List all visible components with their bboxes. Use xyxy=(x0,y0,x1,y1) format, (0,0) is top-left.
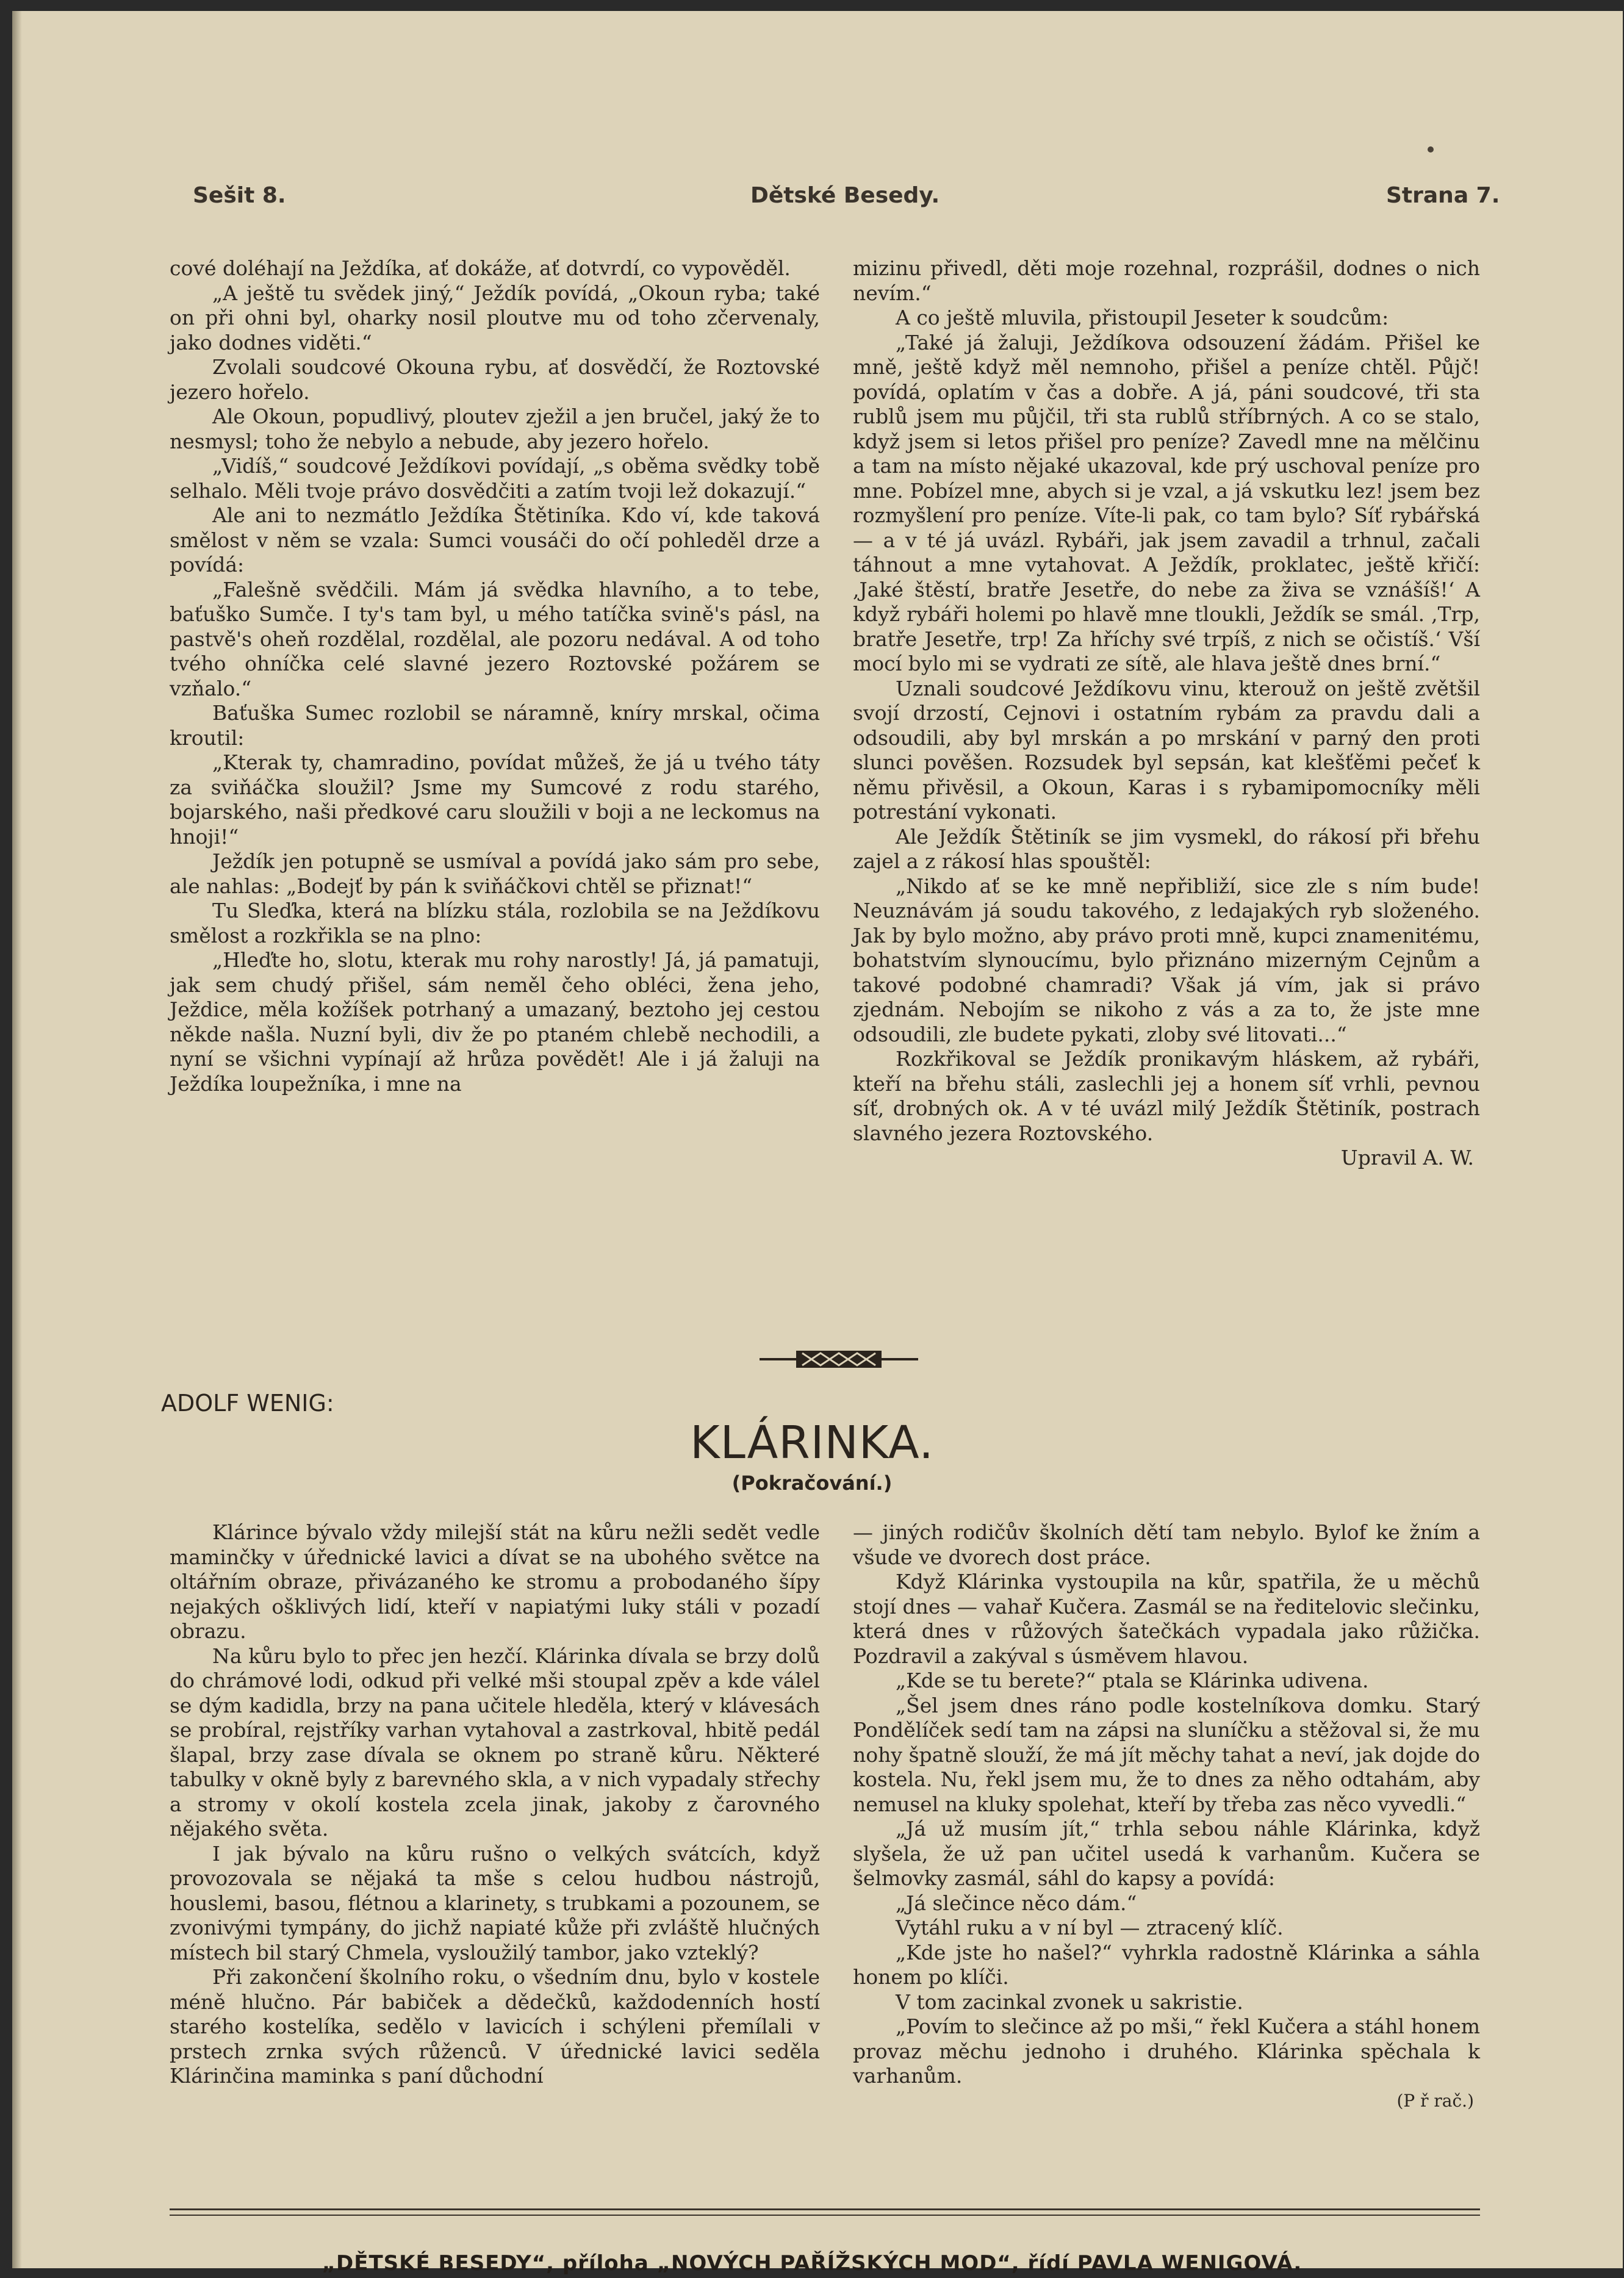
story1-paragraph: Ale ani to nezmátlo Ježdíka Štětiníka. Kdo ví, kde taková smělost v něm se vzala: Sumci vousáči do očí pohleděl drze a povídá: xyxy=(170,503,820,577)
story2-left-column xyxy=(170,1520,820,2089)
story1-paragraph: Ale Ježdík Štětiník se jim vysmekl, do rákosí při břehu zajel a z rákosí hlas spouštěl: xyxy=(853,824,1480,873)
ink-speck xyxy=(1428,146,1434,153)
story1-paragraph: „Nikdo ať se ke mně nepřibliží, sice zle s ním bude! Neuznávám já soudu takového, z ledajakých ryb složeného. Jak by bylo možno, aby právo proti mně, kupci znamenitému, bohatstvím slynoucímu, bylo přiznáno mizerným Cejnům a takové podobné chamradi? Však já vím, jak si právo zjednám. Nebojím se nikoho z vás a za to, že jste mne odsoudili, zle budete pykati, zloby své litovati...“ xyxy=(853,874,1480,1046)
story2-paragraph: Při zakončení školního roku, o všedním dnu, bylo v kostele méně hlučno. Pár babiček a dědečků, každodenních hostí starého kostelíka, sedělo v lavicích i schýleni přemílali v prstech zrnka svých růženců. V úřednické lavici seděla Klárinčina maminka s paní důchodní xyxy=(170,1965,820,2088)
footer-rule xyxy=(170,2208,1480,2210)
story2-paragraph: V tom zacinkal zvonek u sakristie. xyxy=(896,1989,1243,2014)
story1-paragraph: „Hleďte ho, slotu, kterak mu rohy narostly! Já, já pamatuji, jak sem chudý přišel, sám neměl čeho obléci, žena jeho, Ježdice, měla kožíšek potrhaný a umazaný, beztoho jej cestou někde našla. Nuzní byli, div že po ptaném chlebě nechodili, a nyní se všichni vypínají až hrůza povědět! Ale i já žaluji na Ježdíka loupežníka, i mne na xyxy=(170,948,820,1096)
story2-paragraph: — jiných rodičův školních dětí tam nebylo. Bylof ke žním a všude ve dvorech dost práce. xyxy=(853,1520,1480,1569)
story2-title: KLÁRINKA. xyxy=(690,1417,934,1469)
story2-author: ADOLF WENIG: xyxy=(161,1390,334,1417)
story2-paragraph: Když Klárinka vystoupila na kůr, spatřila, že u měchů stojí dnes — vahař Kučera. Zasmál se na ředitelovic slečinku, která dnes v růžových šatečkách vypadala jako růžička. Pozdravil a zakýval s úsměvem hlavou. xyxy=(853,1570,1480,1668)
story1-paragraph: „Kterak ty, chamradino, povídat můžeš, že já u tvého táty za sviňáčka sloužil? Jsme my Sumcové z rodu starého, bojarského, naši předkové caru sloužili v boji a ne leckomus na hnoji!“ xyxy=(170,750,820,849)
header-page-number: Strana 7. xyxy=(1386,183,1500,208)
story2-continued-note: (P ř rač.) xyxy=(1396,2090,1474,2111)
story1-paragraph: Tu Sleďka, která na blízku stála, rozlobila se na Ježdíkovu smělost a rozkřikla se na plno: xyxy=(170,899,820,947)
story1-paragraph: „A ještě tu svědek jiný,“ Ježdík povídá, „Okoun ryba; také on při ohni byl, oharky nosil ploutve mu od toho zčervenaly, jako dodnes viděti.“ xyxy=(170,281,820,354)
story2-paragraph: Na kůru bylo to přec jen hezčí. Klárinka dívala se brzy dolů do chrámové lodi, odkud při velké mši stoupal zpěv a kde válel se dým kadidla, brzy na pana učitele hleděla, který v klávesách se probíral, rejstříky varhan vytahoval a zastrkoval, hbitě pedál šlapal, brzy zase dívala se oknem po straně kůru. Některé tabulky v okně byly z barevného skla, a v nich vypadaly střechy a stromy v okolí kostela zcela jinak, jakoby z čarovného nějakého světa. xyxy=(170,1644,820,1841)
story1-paragraph: mizinu přivedl, děti moje rozehnal, rozprášil, dodnes o nich nevím.“ xyxy=(853,256,1480,305)
story2-paragraph: „Povím to slečince až po mši,“ řekl Kučera a stáhl honem provaz měchu jednoho i druhého. Klárinka spěchala k varhanům. xyxy=(853,2014,1480,2088)
story1-paragraph: A co ještě mluvila, přistoupil Jeseter k soudcům: xyxy=(896,306,1389,329)
story1-paragraph: Ježdík jen potupně se usmíval a povídá jako sám pro sebe, ale nahlas: „Bodejť by pán k sviňáčkovi chtěl se přiznat!“ xyxy=(170,849,820,898)
story1-paragraph: Ale Okoun, popudlivý, ploutev zježil a jen bručel, jaký že to nesmysl; toho že nebylo a nebude, aby jezero hořelo. xyxy=(170,404,820,453)
story2-paragraph: Vytáhl ruku a v ní byl — ztracený klíč. xyxy=(896,1916,1284,1939)
story1-paragraph: cové doléhají na Ježdíka, ať dokáže, ať dotvrdí, co vypověděl. xyxy=(170,256,791,280)
story1-right-column xyxy=(853,256,1480,1171)
story1-paragraph: „Vidíš,“ soudcové Ježdíkovi povídají, „s oběma svědky tobě selhalo. Měli tvoje právo dosvědčiti a zatím tvoji lež dokazují.“ xyxy=(170,454,820,503)
story2-paragraph: „Já slečince něco dám.“ xyxy=(896,1891,1137,1915)
story2-paragraph: „Já už musím jít,“ trhla sebou náhle Klárinka, když slyšela, že už pan učitel usedá k varhanům. Kučera se šelmovky zasmál, sáhl do kapsy a povídá: xyxy=(853,1817,1480,1890)
story2-subtitle: (Pokračování.) xyxy=(731,1471,893,1495)
story1-paragraph: Rozkřikoval se Ježdík pronikavým hláskem, až rybáři, kteří na břehu stáli, zaslechli jej a honem síť vrhli, pevnou síť, drobných ok. A v té uvázl milý Ježdík Štětiník, postrach slavného jezera Roztovského. xyxy=(853,1047,1480,1145)
story2-right-column xyxy=(853,1520,1480,2113)
story1-signature: Upravil A. W. xyxy=(1340,1146,1474,1170)
story1-left-column xyxy=(170,256,820,1096)
header-magazine: Dětské Besedy. xyxy=(750,183,940,208)
story1-paragraph: Baťuška Sumec rozlobil se náramně, kníry mrskal, očima kroutil: xyxy=(170,701,820,750)
story2-paragraph: „Šel jsem dnes ráno podle kostelníkova domku. Starý Pondělíček sedí tam na zápsi na sluníčku a stěžoval si, že mu nohy špatně slouží, že má jít měchy tahat a neví, jak dojde do kostela. Nu, řekl jsem mu, že to dnes za něho odtahám, aby nemusel na kluky spolehat, kteří by třeba zas něco vyvedli.“ xyxy=(853,1693,1480,1816)
story2-paragraph: I jak bývalo na kůru rušno o velkých svátcích, když provozovala se nějaká ta mše s celou hudbou nástrojů, houslemi, basou, flétnou a klarinety, s trubkami a pozounem, se zvonivými tympány, do jichž napiaté kůže při zvláště hlučných místech bil starý Chmela, vysloužilý tambor, jako vzteklý? xyxy=(170,1841,820,1964)
page-binding-shadow xyxy=(12,11,22,2268)
story2-paragraph: „Kde se tu berete?“ ptala se Klárinka udivena. xyxy=(896,1669,1369,1692)
footer-rule xyxy=(170,2215,1480,2216)
footer-imprint: „DĚTSKÉ BESEDY“, příloha „NOVÝCH PAŘÍŽSKÝCH MOD“, řídí PAVLA WENIGOVÁ. xyxy=(322,2251,1302,2276)
story2-paragraph: Klárince bývalo vždy milejší stát na kůru nežli sedět vedle maminčky v úřednické lavici a dívat se na ubohého světce na oltářním obraze, přivázaného ke stromu a probodaného šípy nejakých ošklivých lidí, kteří v napiatými luky stáli v pozadí obrazu. xyxy=(170,1520,820,1643)
ornament-divider xyxy=(760,1346,918,1373)
story1-paragraph: Zvolali soudcové Okouna rybu, ať dosvědčí, že Roztovské jezero hořelo. xyxy=(170,355,820,404)
story1-paragraph: „Falešně svědčili. Mám já svědka hlavního, a to tebe, baťuško Sumče. I ty's tam byl, u mého tatíčka svině's pásl, na pastvě's oheň rozdělal, rozdělal, ale pozoru nedával. A od toho tvého ohníčka celé slavné jezero Roztovské požárem se vzňalo.“ xyxy=(170,577,820,700)
story1-paragraph: Uznali soudcové Ježdíkovu vinu, kterouž on ještě zvětšil svojí drzostí, Cejnovi i ostatním rybám za pravdu dali a odsoudili, aby byl mrskán a po mrskání v parný den proti slunci pověšen. Rozsudek byl sepsán, kat klešťěmi pečeť k němu přivěsil, a Okoun, Karas i s rybamipomocníky měli potrestání vykonati. xyxy=(853,676,1480,824)
story2-paragraph: „Kde jste ho našel?“ vyhrkla radostně Klárinka a sáhla honem po klíči. xyxy=(853,1940,1480,1989)
story1-paragraph: „Také já žaluji, Ježdíkova odsouzení žádám. Přišel ke mně, ještě když měl nemnoho, přišel a peníze chtěl. Půjč! povídá, oplatím v čas a dobře. A já, páni soudcové, tři sta rublů jsem mu půjčil, tři sta rublů stříbrných. A co se stalo, když jsem si letos přišel pro peníze? Zavedl mne na mělčinu a tam na místo nějaké ukazoval, kde prý uschoval peníze pro mne. Pobízel mne, abych si je vzal, a já vskutku lez! jsem bez rozmyšlení pro peníze. Víte-li pak, co tam bylo? Síť rybářská — a v té já uvázl. Rybáři, jak jsem zavadil a trhnul, začali táhnout a mne vytahovat. A Ježdík, proklatec, ještě křičí: ,Jaké štěstí, bratře Jesetře, do nebe za živa se vznášíš!‘ A když rybáři holemi po hlavě mne tloukli, Ježdík se smál. ,Trp, bratře Jesetře, trp! Za hříchy své trpíš, z nich se očistíš.‘ Vší mocí bylo mi se vydrati ze sítě, ale hlava ještě dnes brní.“ xyxy=(853,330,1480,675)
header-issue: Sešit 8. xyxy=(193,183,286,208)
